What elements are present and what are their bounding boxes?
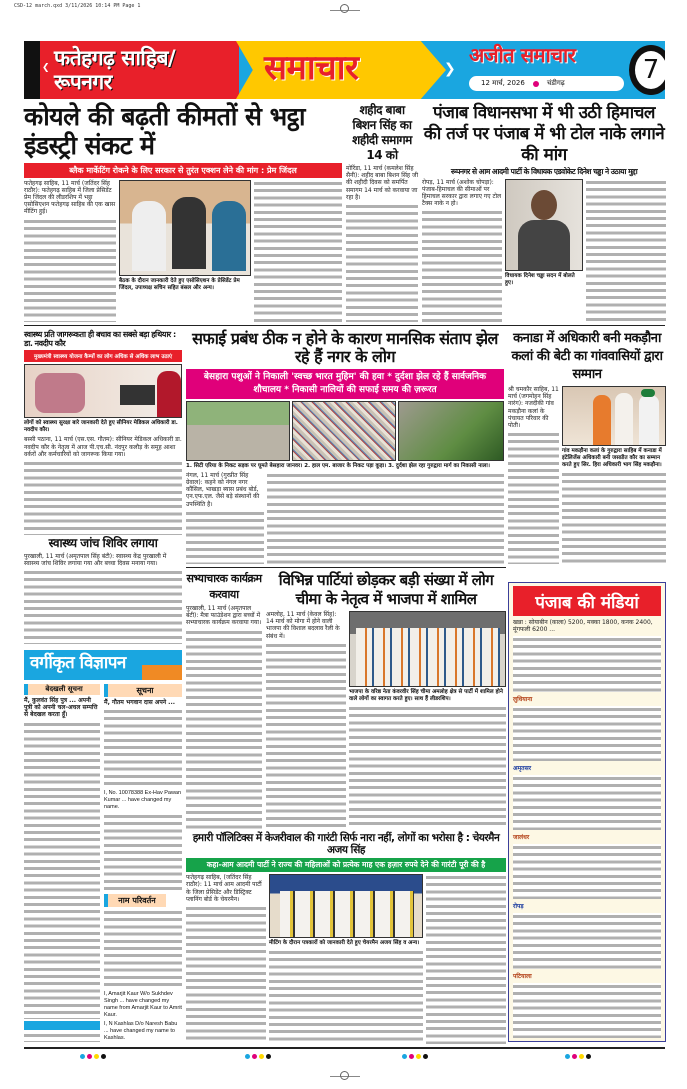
story7-body-col2 <box>562 471 666 564</box>
mandi-prices-ludhiana <box>513 706 661 761</box>
story2-dateline: मोरिंडा, 11 मार्च (कमलेश सिंह सैनी): शहीद बाबा बिशन सिंह जी की शहीदी दिवस को समर्पित समागम 14 मार्च को करवाया जा रहा है। <box>346 165 418 201</box>
story6-headline: सफाई प्रबंध ठीक न होने के कारण मानसिक संताप झेल रहे हैं नगर के लोग <box>192 329 498 367</box>
story7-dateline: श्री चमकौर साहिब, 11 मार्च (जगमोहन सिंह नारंग): नजदीकी गांव मकड़ौना कलां के पंचायत परिवार की पोती। <box>508 386 559 430</box>
story3-dateline: रोपड़, 11 मार्च (अशोक चोपड़ा): पंजाब-हिमाचल की सीमाओं पर हिमाचल सरकार द्वारा लगाए गए टोल टैक्स नाके न हो। <box>422 178 502 208</box>
registration-mark-icon <box>340 1071 349 1080</box>
story3-caption: विधायक दिनेश चड्ढा सदन में बोलते हुए। <box>505 272 575 286</box>
public-notice-body <box>24 1032 100 1042</box>
mandi-title: पंजाब की मंडियां <box>513 586 661 616</box>
story8-body <box>186 629 262 829</box>
story10 <box>186 832 506 1044</box>
story10-body-col2 <box>269 949 423 1044</box>
mandi-city-patiala: पटियाला <box>513 972 532 980</box>
registration-mark-icon <box>340 4 349 13</box>
mandi-prices-patiala <box>513 983 661 1038</box>
story9-headline: विभिन्न पार्टियां छोड़कर बड़ी संख्या में लोग चीमा के नेतृत्व में भाजपा में शामिल <box>278 571 494 608</box>
classified-ad-2-text: मैं, गौतम भगवान दास अपने ... <box>104 699 176 706</box>
story3-subhead: रूपनगर से आम आदमी पार्टी के विधायक एडवोकेट दिनेश चड्ढा ने उठाया मुद्दा <box>450 167 638 176</box>
story10-body-col3 <box>426 874 506 1044</box>
mandi-prices-ropar <box>513 913 661 968</box>
label-name-change: नाम परिवर्तन <box>104 894 166 907</box>
color-registration-dots <box>565 1054 591 1059</box>
story2-headline: शहीद बाबा बिशन सिंह का शहीदी समागम 14 को <box>352 103 412 162</box>
mandi-city-ludhiana: लुधियाना <box>513 695 533 703</box>
section-name: फतेहगढ़ साहिब/रूपनगर <box>54 46 176 94</box>
story2-body <box>346 203 418 322</box>
story1-photo <box>119 180 251 276</box>
divider <box>24 325 665 326</box>
color-registration-dots <box>402 1054 428 1059</box>
issue-city: चंडीगढ़ <box>546 79 565 87</box>
story10-headline: हमारी पॉलिटिक्स में केजरीवाल की गारंटी सिर्फ नारा नहीं, लोगों का भरोसा है : चेयरमैन अजय सिंह <box>192 832 500 857</box>
story5-dateline: पुरखाली, 11 मार्च (अमृतपाल सिंह बंटी): स्वास्थ्य केंद्र पुरखाली में स्वास्थ्य जांच शिविर लगाया गया और बच्चा दिवस मनाया गया। <box>24 552 167 567</box>
chevron-left-icon: ❮ <box>42 63 50 73</box>
story7 <box>508 330 666 564</box>
story7-caption: गांव मकड़ौना कलां के गुरुद्वारा साहिब में कनाडा में इंटेलिजेंस अधिकारी बनी जसप्रीत कौर का सम्मान करते हुए सिर. हिरा अधिकारी भाग सिंह मकड़ौना। <box>562 448 662 468</box>
classified-ad-1-text: मैं, कुलवंत सिंह पुत्र ... अपनी पुत्री को अपनी चल-अचल सम्पत्ति से बेदखल करता हूँ। <box>24 697 98 719</box>
story10-dateline: फतेहगढ़ साहिब, (जतिंदर सिंह राठौर): 11 मार्च आम आदमी पार्टी के जिला प्रेसिडेंट और डिस्ट्रिक्ट प्लानिंग बोर्ड के चेयरमैन। <box>186 874 262 903</box>
section-title: समाचार <box>264 48 359 88</box>
story8 <box>186 571 262 829</box>
divider <box>186 567 506 568</box>
mandi-prices-jalandhar <box>513 844 661 899</box>
classifieds-title: वर्गीकृत विज्ञापन <box>30 653 126 673</box>
classifieds-col1 <box>24 684 100 1042</box>
classified-ad-name-change <box>104 909 182 989</box>
story4 <box>24 330 182 644</box>
classified-ad-3: I, No. 10078388 Ex-Hav Pawan Kumar ... have changed my name. <box>104 789 182 810</box>
classified-ad-2 <box>104 708 182 788</box>
chevron-right-icon: ❯ <box>444 61 456 77</box>
story10-subhead: कहा-आम आदमी पार्टी ने राज्य की महिलाओं को प्रत्येक माह एक हज़ार रुपये देने की गारंटी पूरी की है <box>186 858 506 872</box>
story3-body <box>422 209 502 322</box>
story1-subhead: ब्लैक मार्केटिंग रोकने के लिए सरकार से तुरंत एक्शन लेने की मांग : प्रेम जिंदल <box>24 163 342 178</box>
classifieds-header <box>24 650 182 680</box>
story6-subhead: बेसहारा पशुओं ने निकाली 'स्वच्छ भारत मुहिम' की हवा * दुर्दशा झेल रहे हैं सार्वजनिक शौचालय * निकासी नालियों की सफाई समय की ज़रूरत <box>186 369 504 399</box>
story6-photo-1 <box>186 401 290 461</box>
story6-caption: 1. सिटी एरिया के निकट सड़क पर घूमते बेसहारा जानवर। 2. हाल एम. बाजार के निकट पड़ा कूड़ा। 3. दुर्दशा झेल रहा गुरुद्वारा मार्ग का निकासी नाला। <box>186 462 490 469</box>
public-notice-label <box>24 1021 100 1030</box>
story1-caption: बैठक के दौरान जानकारी देते हुए एसोसिएशन के प्रेसिडेंट प्रेम जिंदल, उपाध्यक्ष सचिन सहित बंसल और अन्य। <box>119 277 240 291</box>
story6-photo-2 <box>292 401 396 461</box>
paper-name: अजीत समाचार <box>469 43 576 67</box>
print-slug: CSD-12 march.qxd 3/11/2026 10:14 PM Page 1 <box>14 3 141 9</box>
story4-caption: लोगों को स्वास्थ्य सुरक्षा बारे जानकारी देते हुए सीनियर मेडिकल अधिकारी डा. नवदीप कौर। <box>24 420 178 434</box>
story4-body <box>24 460 182 535</box>
story1 <box>24 103 342 322</box>
story6-photo-3 <box>398 401 504 461</box>
story4-photo <box>24 364 182 418</box>
story7-headline: कनाडा में अधिकारी बनी मकड़ौना कलां की बेटी का गांववासियों द्वारा सम्मान <box>511 331 663 382</box>
story7-photo <box>562 386 666 446</box>
mandi-khanna: खन्ना : सोयाबीन (काला) 5200, मक्का 1800, कनक 2400, मूंगफली 6200 ... <box>513 619 653 634</box>
story9 <box>266 571 506 829</box>
mandi-city-jalandhar: जालंधर <box>513 834 530 842</box>
color-registration-dots <box>80 1054 106 1059</box>
story2 <box>346 103 418 322</box>
dot-icon <box>533 81 539 87</box>
classified-ad-3-body <box>104 813 182 893</box>
mandi-panel <box>508 582 666 1042</box>
story4-dateline: बस्सी पठाना, 11 मार्च (एस.एस. गौतम): सीनियर मेडिकल अधिकारी डा. नवदीप कौर के नेतृत्व में आज पी.एच.सी. नंदपुर कलौड़ के समूह आशा वर्करों और कर्मचारियों को जागरूक किया गया। <box>24 436 182 458</box>
story4-headline: स्वास्थ्य प्रति जागरूकता ही बचाव का सबसे बड़ा हथियार : डा. नवदीप कौर <box>24 330 176 349</box>
story9-caption: भाजपा के वरिष्ठ नेता कंवरवीर सिंह चीमा अमलोह क्षेत्र से पार्टी में शामिल होने वाले लोगों का स्वागत करते हुए। साथ हैं लीडरशिप। <box>349 689 503 702</box>
story5-body <box>24 569 182 644</box>
story8-dateline: पुरखाली, 11 मार्च (अमृतपाल बंटी): मैत्रा फाउंडेशन द्वारा बच्चों में सभ्याचारक कार्यक्रम करवाया गया। <box>186 605 262 627</box>
story10-body <box>186 905 266 1044</box>
masthead <box>24 41 665 99</box>
story9-body-col2 <box>349 705 506 829</box>
story6 <box>186 330 504 564</box>
story5-headline: स्वास्थ्य जांच शिविर लगाया <box>48 535 158 550</box>
story1-dateline: फतेहगढ़ साहिब, 11 मार्च (जतिंदर सिंह राठौर): फतेहगढ़ साहिब में जिला प्रेसिडेंट प्रेम जिंदल की लीडरशिप में भट्ठा एसोसिएशन फतेहगढ़ साहिब की एक खास मीटिंग हुई। <box>24 179 116 216</box>
page-number: 7 <box>635 51 665 89</box>
mandi-city-amritsar: अमृतसर <box>513 764 532 772</box>
story7-body <box>508 431 559 564</box>
mandi-prices <box>513 636 661 691</box>
story10-caption: मीटिंग के दौरान पत्रकारों को जानकारी देते हुए चेयरमैन अजय सिंह व अन्य। <box>269 940 420 947</box>
story9-dateline: अमलोह, 11 मार्च (केवल सिंह): 14 मार्च को मोगा में होने वाली भाजपा की विशाल बदलाव रैली के संबंध में। <box>266 611 340 640</box>
story3-photo <box>505 179 583 271</box>
story1-headline: कोयले की बढ़ती कीमतों से भट्ठा इंडस्ट्री संकट में <box>24 102 305 160</box>
issue-date: 12 मार्च, 2026 <box>481 79 525 87</box>
label-eviction-notice: बेदखली सूचना <box>24 684 100 695</box>
label-notice: सूचना <box>104 684 182 697</box>
story1-body <box>24 218 116 322</box>
story4-subhead: मुख्यमंत्री स्वास्थ्य योजना कैम्पों का लोग अधिक से अधिक लाभ उठाएं <box>24 350 182 362</box>
story3-body-col2 <box>586 179 666 322</box>
story3-headline: पंजाब विधानसभा में भी उठी हिमाचल की तर्ज पर पंजाब में भी टोल नाके लगाने की मांग <box>423 103 665 165</box>
story6-body <box>186 510 264 564</box>
story3 <box>422 103 666 322</box>
classified-ad-4: I, Amarjit Kaur W/o Sukhdev Singh ... have changed my name from Amarjit Kaur to Amrit Kaur. <box>104 990 182 1018</box>
story10-photo <box>269 874 423 938</box>
story9-photo <box>349 611 506 687</box>
story8-headline: सभ्याचारक कार्यक्रम करवाया <box>186 572 262 601</box>
story9-body <box>266 642 346 829</box>
classifieds-col2 <box>104 684 182 1042</box>
bottom-rule <box>24 1047 665 1049</box>
story1-body-col2 <box>254 180 342 323</box>
classified-ad-5: I, N Kashlas D/o Naresh Babu ... have changed my name to Kashlas. <box>104 1020 178 1041</box>
story6-dateline: नंगल, 11 मार्च (गुरप्रीत सिंह ग्रेवाल): कहने को नंगल नगर कौंसिल, भाखड़ा ब्यास प्रबंध बोर्ड, एन.एफ.एल. जैसे बड़े संस्थानों की उपस्थिति है। <box>186 471 260 508</box>
color-registration-dots <box>245 1054 271 1059</box>
classified-ad-1 <box>24 721 100 1019</box>
mandi-prices-amritsar <box>513 775 661 830</box>
story6-body-col2 <box>267 472 504 564</box>
mandi-city-ropar: रोपड़ <box>513 903 524 911</box>
